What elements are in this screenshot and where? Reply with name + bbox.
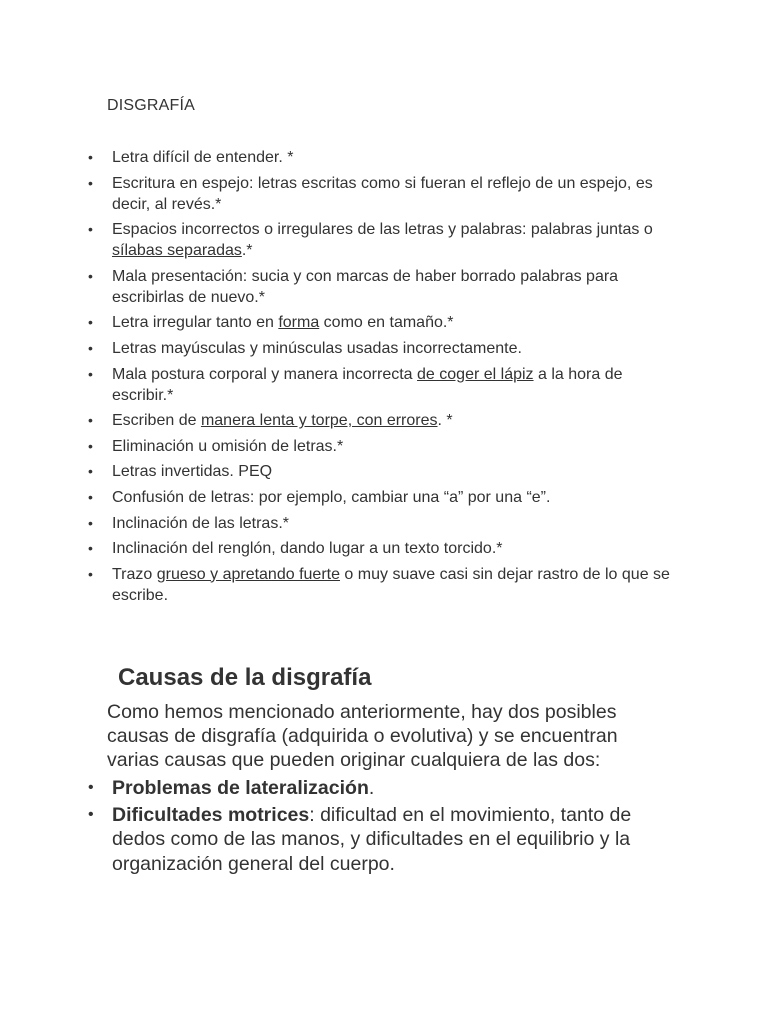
list-item: • Letra difícil de entender. * <box>88 149 294 166</box>
list-item: • Espacios incorrectos o irregulares de las letras y palabras: palabras juntas o sílabas separadas.* <box>88 221 653 260</box>
bullet-icon: • <box>88 221 93 238</box>
list-item: • Eliminación u omisión de letras.* <box>88 437 344 455</box>
list-item: • Escriben de manera lenta y torpe, con errores. * <box>88 412 453 430</box>
list-item: • Inclinación del renglón, dando lugar a un texto torcido.* <box>88 540 503 558</box>
list-item: • Dificultades motrices: dificultad en el movimiento, tanto de dedos como de las manos, y dificultades en el equilibrio y la organización general del cuerpo. <box>88 803 632 875</box>
list-item: • Confusión de letras: por ejemplo, cambiar una “a” por una “e”. <box>88 488 551 506</box>
list-item: • Letras invertidas. PEQ <box>88 463 273 481</box>
document-title: DISGRAFÍA <box>107 97 196 114</box>
underlined-link[interactable]: de coger el lápiz <box>417 365 534 383</box>
section-intro: Como hemos mencionado anteriormente, hay dos posibles causas de disgrafía (adquirida o evolutiva) y se encuentran varias causas que pueden originar cualquiera de las dos: <box>107 701 618 771</box>
list-item: • Problemas de lateralización. <box>88 777 375 799</box>
bullet-icon: • <box>88 412 93 429</box>
bullet-icon: • <box>88 267 93 284</box>
underlined-link[interactable]: grueso y apretando fuerte <box>156 565 340 583</box>
bullet-icon: • <box>88 514 93 531</box>
bullet-icon: • <box>88 149 93 165</box>
bullet-icon: • <box>88 174 93 191</box>
list-item: • Letra irregular tanto en forma como en tamaño.* <box>88 314 454 332</box>
list-item: • Escritura en espejo: letras escritas como si fueran el reflejo de un espejo, es decir, al revés.* <box>88 174 653 213</box>
list-item: • Letras mayúsculas y minúsculas usadas incorrectamente. <box>88 339 522 357</box>
underlined-link[interactable]: sílabas separadas <box>112 242 242 260</box>
bullet-icon: • <box>88 805 94 823</box>
causes-list <box>0 776 680 878</box>
symptoms-list <box>0 147 680 610</box>
bullet-icon: • <box>88 488 93 505</box>
bullet-icon: • <box>88 779 94 796</box>
bullet-icon: • <box>88 437 93 454</box>
cause-term: Problemas de lateralización <box>112 777 369 799</box>
bullet-icon: • <box>88 314 93 331</box>
list-item: • Mala postura corporal y manera incorrecta de coger el lápiz a la hora de escribir.* <box>88 365 623 404</box>
underlined-link[interactable]: manera lenta y torpe, con errores <box>200 412 438 430</box>
bullet-icon: • <box>88 463 93 480</box>
underlined-link[interactable]: forma <box>278 314 320 332</box>
bullet-icon: • <box>88 339 93 356</box>
section-heading: Causas de la disgrafía <box>118 664 372 691</box>
bullet-icon: • <box>88 540 93 557</box>
bullet-icon: • <box>88 365 93 382</box>
cause-term: Dificultades motrices <box>112 803 310 826</box>
bullet-icon: • <box>88 565 93 582</box>
list-item: • Mala presentación: sucia y con marcas de haber borrado palabras para escribirlas de nuevo.* <box>88 267 619 306</box>
list-item: • Trazo grueso y apretando fuerte o muy suave casi sin dejar rastro de lo que se escribe. <box>88 565 670 604</box>
list-item: • Inclinación de las letras.* <box>88 514 289 532</box>
